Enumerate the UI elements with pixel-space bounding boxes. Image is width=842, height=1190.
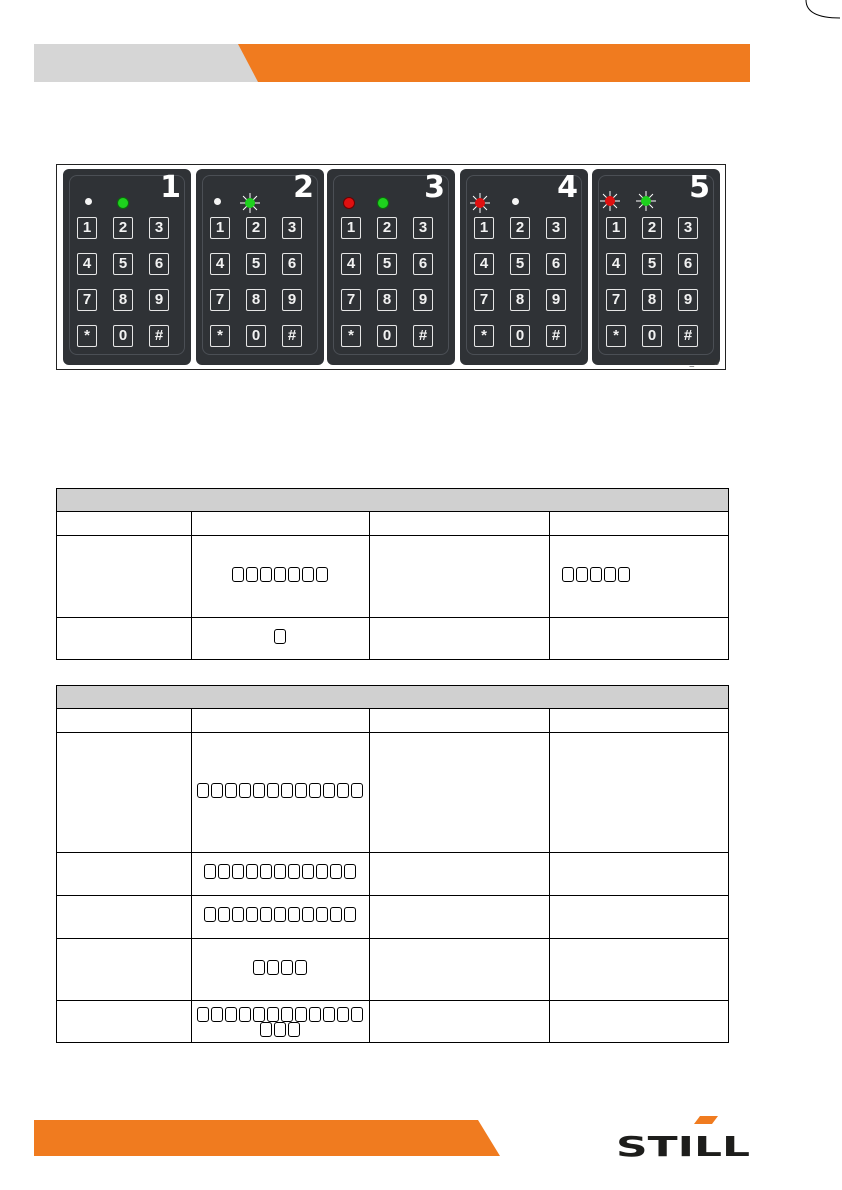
keypad-key: 7 [474, 289, 494, 311]
keypad-key: # [678, 325, 698, 347]
keypad-key: 5 [377, 253, 397, 275]
panel-number: 3 [424, 170, 445, 205]
keypad-key: 4 [77, 253, 97, 275]
table-row [57, 896, 729, 939]
keypad-key: 2 [246, 217, 266, 239]
keypad-key: 6 [546, 253, 566, 275]
keypad-key: 8 [642, 289, 662, 311]
illegible-text [562, 567, 632, 582]
keypad-panel-1 [63, 169, 191, 365]
keypad-key: 8 [113, 289, 133, 311]
table-row [57, 939, 729, 1001]
illegible-text [204, 864, 358, 879]
keypad-panel-2 [196, 169, 324, 365]
keypad-key: 8 [246, 289, 266, 311]
keypad-key: 8 [377, 289, 397, 311]
keypad-key: 0 [246, 325, 266, 347]
status-led-right-flashing-icon [636, 191, 656, 211]
keypad-key: 3 [149, 217, 169, 239]
keypad-panel-4 [460, 169, 588, 365]
panel-number: 1 [160, 170, 181, 205]
still-logo [616, 1116, 750, 1158]
status-led-right [512, 198, 519, 205]
header-band-grey [34, 44, 274, 82]
keypad-key: 2 [642, 217, 662, 239]
keypad-key: 9 [546, 289, 566, 311]
keypad-key: 7 [77, 289, 97, 311]
panel-number: 5 [689, 170, 710, 205]
keypad-key: 4 [606, 253, 626, 275]
keypad-key: 4 [210, 253, 230, 275]
keypad-key: 1 [474, 217, 494, 239]
status-led-right-flashing-icon [240, 193, 260, 213]
status-led-left [214, 198, 221, 205]
page-corner-mark [804, 0, 842, 20]
keypad-key: 4 [474, 253, 494, 275]
status-led-right [117, 197, 129, 209]
table-row [57, 733, 729, 853]
keypad-key: 5 [113, 253, 133, 275]
table-1 [56, 488, 729, 660]
keypad-key: 7 [210, 289, 230, 311]
keypad-key: 4 [341, 253, 361, 275]
keypad-key: * [77, 325, 97, 347]
table-row [57, 1001, 729, 1043]
table-header-row [57, 709, 729, 733]
keypad-key: * [341, 325, 361, 347]
keypad-key: 2 [377, 217, 397, 239]
illegible-text [196, 1007, 366, 1037]
header-band-orange [238, 44, 750, 82]
keypad-figure [56, 164, 726, 370]
keypad-key: 0 [642, 325, 662, 347]
keypad-key: 2 [510, 217, 530, 239]
panel-number: 2 [293, 170, 314, 205]
table-row [57, 853, 729, 896]
keypad-key: 9 [282, 289, 302, 311]
keypad-key: 1 [210, 217, 230, 239]
keypad-key: 9 [413, 289, 433, 311]
keypad-key: 0 [510, 325, 530, 347]
keypad-key: 3 [546, 217, 566, 239]
keypad-panel-3 [327, 169, 455, 365]
keypad-key: 2 [113, 217, 133, 239]
illegible-text [232, 567, 330, 582]
table-header-row [57, 512, 729, 536]
keypad-key: * [606, 325, 626, 347]
table-row [57, 618, 729, 660]
keypad-key: 0 [377, 325, 397, 347]
status-led-left [343, 197, 355, 209]
keypad-key: 8 [510, 289, 530, 311]
keypad-key: 6 [149, 253, 169, 275]
keypad-key: 3 [678, 217, 698, 239]
table-row [57, 536, 729, 618]
keypad-key: 5 [510, 253, 530, 275]
table-2 [56, 685, 729, 1043]
status-led-right [377, 197, 389, 209]
status-led-left-flashing-icon [470, 193, 490, 213]
keypad-key: 1 [606, 217, 626, 239]
keypad-panel-5 [592, 169, 720, 365]
table-title-row [57, 686, 729, 709]
svg-text:STILL: STILL [616, 1130, 750, 1158]
keypad-key: 5 [246, 253, 266, 275]
keypad-key: 6 [413, 253, 433, 275]
keypad-key: 1 [77, 217, 97, 239]
keypad-key: * [210, 325, 230, 347]
keypad-key: 6 [282, 253, 302, 275]
panel-number: 4 [557, 170, 578, 205]
keypad-key: 5 [642, 253, 662, 275]
table-title-row [57, 489, 729, 512]
keypad-key: # [546, 325, 566, 347]
status-led-left-flashing-icon [600, 191, 620, 211]
keypad-key: 3 [413, 217, 433, 239]
footer-band-orange [34, 1120, 500, 1156]
keypad-key: 7 [606, 289, 626, 311]
keypad-key: 9 [149, 289, 169, 311]
illegible-text [253, 960, 309, 975]
illegible-text [204, 907, 358, 922]
illegible-text [196, 783, 366, 798]
illegible-text [274, 629, 288, 644]
keypad-key: # [149, 325, 169, 347]
keypad-key: # [413, 325, 433, 347]
keypad-key: # [282, 325, 302, 347]
keypad-key: 7 [341, 289, 361, 311]
keypad-key: 1 [341, 217, 361, 239]
status-led-left [85, 198, 92, 205]
keypad-key: 9 [678, 289, 698, 311]
keypad-key: * [474, 325, 494, 347]
figure-code: 115200_06-033 [663, 358, 719, 367]
keypad-key: 0 [113, 325, 133, 347]
keypad-key: 3 [282, 217, 302, 239]
keypad-key: 6 [678, 253, 698, 275]
